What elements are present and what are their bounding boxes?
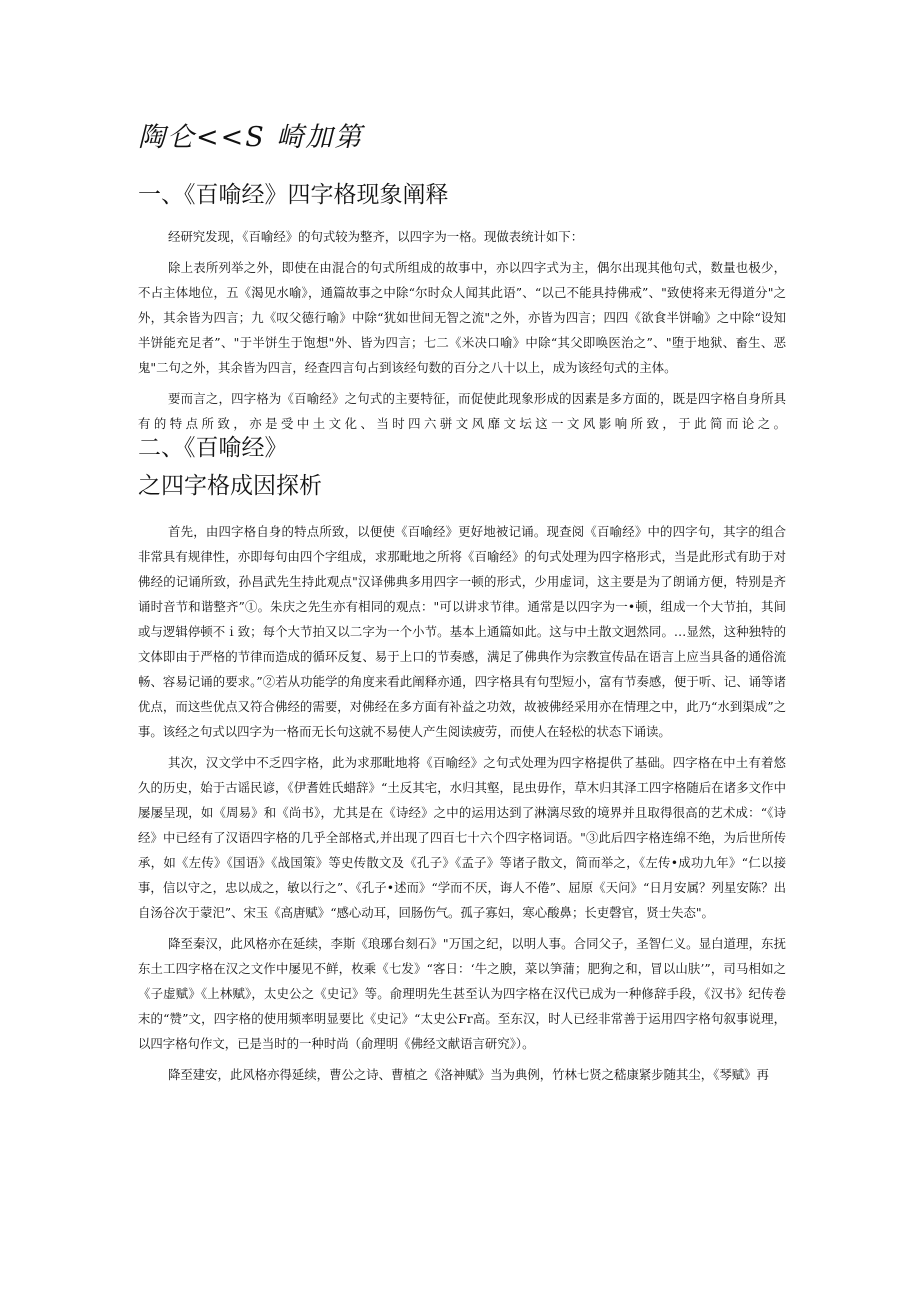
paragraph-s2-3: 降至秦汉，此风格亦在延续，李斯《琅琊台刻石》"万国之纪，以明人事。合同父子，圣智仁义。显白道理，东抚东土工四字格在汉之文作中屡见不鲜，枚乘《七发》“客日：‘牛之腴，菜以笋蒲；肥狗之和，冒以山肤’”，司马相如之《子虚赋》《上林赋》，太史公之《史记》等。俞理明先生甚至认为四字格在汉代已成为一种修辞手段，《汉书》纪传卷末的“赞”文，四字格的使用频率明显要比《史记》“太史公Fr高。至东汉，时人已经非常善于运用四字格句叙事说理，以四字格句作文，已是当时的一种时尚（俞理明《佛经文献语言研究》）。 bbox=[138, 936, 786, 1051]
paragraph-s1-3-text: 要而言之，四字格为《百喻经》之句式的主要特征，而促使此现象形成的因素是多方面的，既是四字格自身所具有的特点所致，亦是受中土文化、当时四六骈文风靡文坛这一文风影响所致，于此简而论之。 bbox=[138, 391, 786, 431]
paragraph-s2-1: 首先，由四字格自身的特点所致，以便使《百喻经》更好地被记诵。现查阅《百喻经》中的四字句，其字的组合非常具有规律性，亦即每句由四个字组成，求那毗地之所将《百喻经》的句式处理为四字格形式，当是此形式有助于对佛经的记诵所致，孙昌武先生持此观点"汉译佛典多用四字一顿的形式，少用虚词，这主要是为了朗诵方便，特别是齐诵时音节和谐整齐”①。朱庆之先生亦有相同的观点："可以讲求节律。通常是以四字为一•顿，组成一个大节拍，其间或与逻辑停顿不ｉ致；每个大节拍又以二字为一个小节。基本上通篇如此。这与中土散文迥然同。…显然，这种独特的文体即由于严格的节律而造成的循环反复、易于上口的节奏感，满足了佛典作为宗教宣传品在语言上应当具备的通俗流畅、容易记诵的要求。”②若从功能学的角度来看此阐释亦通，四字格具有句型短小，富有节奏感，便于听、记、诵等诸优点，而这些优点又符合佛经的需要，对佛经在多方面有补益之功效，故被佛经采用亦在情理之中，此乃“水到渠成”之事。该经之句式以四字为一格而无长句这就不易使人产生阅读疲劳，而使人在轻松的状态下诵读。 bbox=[138, 524, 786, 739]
paragraph-s2-4: 降至建安，此风格亦得延续，曹公之诗、曹植之《洛神赋》当为典例，竹林七贤之嵇康紧步随其尘，《琴赋》再 bbox=[168, 1067, 769, 1082]
document-title: 陶仑<<S 崎加第 bbox=[138, 122, 364, 153]
paragraph-s2-2: 其次，汉文学中不乏四字格，此为求那毗地将《百喻经》之句式处理为四字格提供了基础。四字格在中土有着悠久的历史，始于古谣民谚，《伊耆姓氏蜡辞》“土反其宅，水归其壑，昆虫毋作，草木归其泽工四字格随后在诸多文作中屡屡呈现，如《周易》和《尚书》，尤其是在《诗经》之中的运用达到了淋漓尽致的境界并且取得很高的艺术成：“《诗经》中已经有了汉语四字格的几乎全部格式,并出现了四百七十六个四字格词语。"③此后四字格连绵不绝，为后世所传承，如《左传》《国语》《战国策》等史传散文及《孔子》《孟子》等诸子散文，简而举之，《左传•成功九年》“仁以接事，信以守之，忠以成之，敏以行之”、《孔子•述而》“学而不厌，诲人不倦”、屈原《天问》“日月安属？列星安陈？出自汤谷次于蒙汜”、宋玉《高唐赋》“感心动耳，回肠伤气。孤子寡妇，寒心酸鼻；长吏磬官，贤士失态"。 bbox=[138, 755, 786, 920]
section-1-heading: 一、《百喻经》四字格现象阐释 bbox=[138, 182, 449, 208]
document-page bbox=[138, 118, 786, 1093]
paragraph-s1-1: 经研究发现，《百喻经》的句式较为整齐，以四字为一格。现做表统计如下： bbox=[168, 229, 584, 244]
section-2-heading-end: 之四字格成因探析 bbox=[138, 473, 322, 499]
section-2-heading-start: 二、《百喻经》 bbox=[138, 435, 288, 461]
paragraph-s1-3 bbox=[138, 386, 786, 463]
paragraph-s1-2: 除上表所列举之外，即使在由混合的句式所组成的故事中，亦以四字式为主，偶尔出现其他句式，数量也极少，不占主体地位，五《渴见水喻》，通篇故事之中除“尔时众人闻其此语”、“以己不能具持佛戒”、"致使将来无得道分"之外，其余皆为四言；九《叹父德行喻》中除“犹如世间无智之流"之外，亦皆为四言；四四《欲食半饼喻》之中除“设知半饼能充足者”、"于半饼生于饱想"外、皆为四言；七二《米决口喻》中除“其父即唤医治之”、"堕于地狱、畜生、恶鬼"二句之外，其余皆为四言，经查四言句占到该经句数的百分之八十以上，成为该经句式的主体。 bbox=[138, 260, 786, 375]
